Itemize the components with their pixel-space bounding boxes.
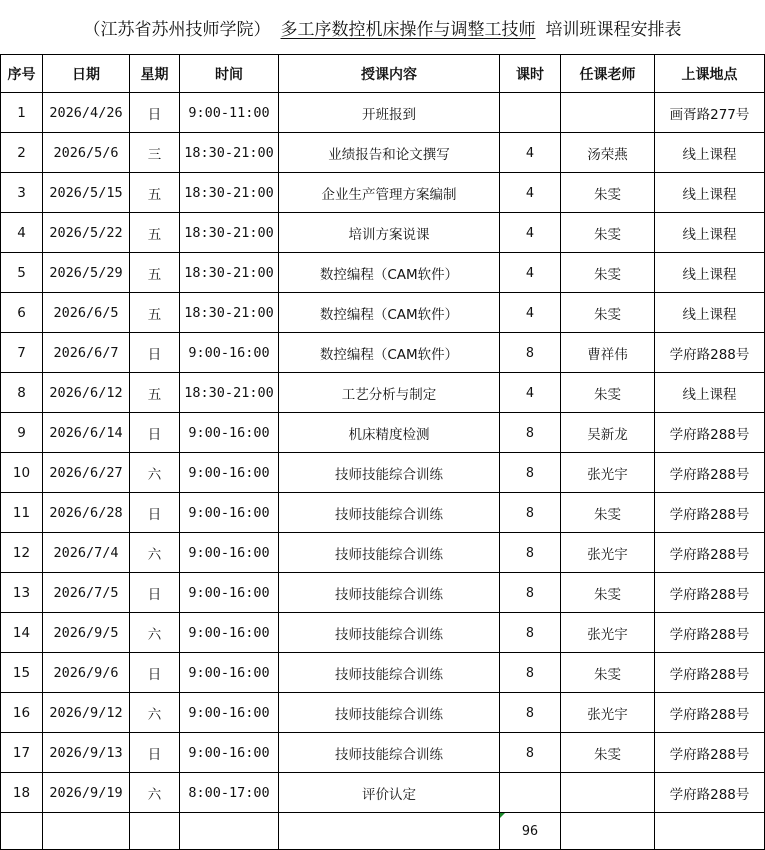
cell-location: 线上课程 — [655, 373, 765, 413]
cell-no: 11 — [1, 493, 43, 533]
cell-date: 2026/6/14 — [43, 413, 130, 453]
cell-no: 14 — [1, 613, 43, 653]
document-title — [0, 0, 765, 54]
cell-teacher: 朱雯 — [561, 493, 655, 533]
cell-location: 线上课程 — [655, 133, 765, 173]
table-row — [1, 293, 765, 333]
cell-teacher: 朱雯 — [561, 573, 655, 613]
cell-hours — [500, 93, 561, 133]
cell-time: 18:30-21:00 — [180, 373, 279, 413]
cell-no: 18 — [1, 773, 43, 813]
table-row — [1, 733, 765, 773]
cell-no: 9 — [1, 413, 43, 453]
cell-teacher: 吴新龙 — [561, 413, 655, 453]
cell-content: 数控编程（CAM软件） — [279, 293, 500, 333]
cell-teacher: 张光宇 — [561, 613, 655, 653]
cell-teacher: 朱雯 — [561, 213, 655, 253]
total-hours: 96 — [521, 823, 539, 839]
title-school: （江苏省苏州技师学院） — [83, 19, 271, 40]
cell-date: 2026/9/5 — [43, 613, 130, 653]
cell-location: 学府路288号 — [655, 573, 765, 613]
cell-hours: 8 — [500, 533, 561, 573]
cell-teacher: 朱雯 — [561, 733, 655, 773]
cell-content: 技师技能综合训练 — [279, 573, 500, 613]
total-empty-cell — [180, 813, 279, 850]
header-row — [1, 55, 765, 93]
table-row — [1, 93, 765, 133]
cell-hours: 8 — [500, 693, 561, 733]
table-row — [1, 373, 765, 413]
cell-content: 企业生产管理方案编制 — [279, 173, 500, 213]
cell-weekday: 三 — [130, 133, 180, 173]
cell-location: 学府路288号 — [655, 333, 765, 373]
total-empty-cell — [43, 813, 130, 850]
cell-weekday: 日 — [130, 493, 180, 533]
cell-location: 学府路288号 — [655, 653, 765, 693]
cell-content: 技师技能综合训练 — [279, 533, 500, 573]
cell-weekday: 日 — [130, 573, 180, 613]
cell-time: 18:30-21:00 — [180, 133, 279, 173]
cell-weekday: 六 — [130, 693, 180, 733]
cell-no: 13 — [1, 573, 43, 613]
header-weekday: 星期 — [130, 55, 180, 93]
cell-location: 学府路288号 — [655, 613, 765, 653]
cell-date: 2026/6/27 — [43, 453, 130, 493]
cell-location: 学府路288号 — [655, 413, 765, 453]
cell-hours: 8 — [500, 493, 561, 533]
cell-weekday: 日 — [130, 413, 180, 453]
cell-content: 业绩报告和论文撰写 — [279, 133, 500, 173]
table-row — [1, 693, 765, 733]
cell-date: 2026/5/6 — [43, 133, 130, 173]
cell-weekday: 六 — [130, 453, 180, 493]
header-time: 时间 — [180, 55, 279, 93]
cell-no: 17 — [1, 733, 43, 773]
cell-no: 8 — [1, 373, 43, 413]
cell-weekday: 五 — [130, 173, 180, 213]
header-date: 日期 — [43, 55, 130, 93]
cell-location: 学府路288号 — [655, 733, 765, 773]
total-empty-cell — [561, 813, 655, 850]
cell-comment-marker-icon — [500, 813, 505, 818]
total-empty-cell — [655, 813, 765, 850]
cell-date: 2026/7/4 — [43, 533, 130, 573]
cell-hours: 4 — [500, 373, 561, 413]
cell-time: 18:30-21:00 — [180, 213, 279, 253]
cell-date: 2026/5/29 — [43, 253, 130, 293]
table-row — [1, 533, 765, 573]
cell-content: 数控编程（CAM软件） — [279, 333, 500, 373]
cell-weekday: 日 — [130, 733, 180, 773]
cell-no: 10 — [1, 453, 43, 493]
cell-hours: 8 — [500, 453, 561, 493]
table-row — [1, 613, 765, 653]
cell-date: 2026/6/28 — [43, 493, 130, 533]
cell-date: 2026/9/13 — [43, 733, 130, 773]
cell-content: 技师技能综合训练 — [279, 493, 500, 533]
cell-hours: 4 — [500, 293, 561, 333]
table-row — [1, 133, 765, 173]
cell-no: 16 — [1, 693, 43, 733]
cell-time: 18:30-21:00 — [180, 253, 279, 293]
cell-time: 9:00-16:00 — [180, 453, 279, 493]
cell-weekday: 五 — [130, 213, 180, 253]
total-empty-cell — [130, 813, 180, 850]
cell-location: 线上课程 — [655, 293, 765, 333]
header-hours: 课时 — [500, 55, 561, 93]
table-row — [1, 573, 765, 613]
cell-time: 9:00-16:00 — [180, 733, 279, 773]
cell-time: 9:00-16:00 — [180, 653, 279, 693]
table-row — [1, 213, 765, 253]
cell-time: 9:00-16:00 — [180, 573, 279, 613]
cell-hours: 8 — [500, 653, 561, 693]
cell-no: 6 — [1, 293, 43, 333]
cell-content: 工艺分析与制定 — [279, 373, 500, 413]
total-hours-cell — [500, 813, 561, 850]
cell-teacher — [561, 93, 655, 133]
cell-content: 评价认定 — [279, 773, 500, 813]
cell-time: 9:00-16:00 — [180, 533, 279, 573]
cell-location: 学府路288号 — [655, 493, 765, 533]
cell-hours: 8 — [500, 573, 561, 613]
cell-no: 15 — [1, 653, 43, 693]
cell-date: 2026/7/5 — [43, 573, 130, 613]
cell-hours: 8 — [500, 613, 561, 653]
cell-content: 技师技能综合训练 — [279, 453, 500, 493]
table-row — [1, 333, 765, 373]
table-row — [1, 493, 765, 533]
cell-time: 9:00-16:00 — [180, 693, 279, 733]
cell-content: 数控编程（CAM软件） — [279, 253, 500, 293]
cell-no: 1 — [1, 93, 43, 133]
header-no: 序号 — [1, 55, 43, 93]
header-teacher: 任课老师 — [561, 55, 655, 93]
cell-teacher: 朱雯 — [561, 173, 655, 213]
cell-weekday: 五 — [130, 253, 180, 293]
table-row — [1, 413, 765, 453]
cell-content: 技师技能综合训练 — [279, 653, 500, 693]
total-empty-cell — [1, 813, 43, 850]
table-row — [1, 253, 765, 293]
cell-content: 技师技能综合训练 — [279, 613, 500, 653]
cell-location: 学府路288号 — [655, 693, 765, 733]
cell-location: 学府路288号 — [655, 453, 765, 493]
cell-no: 5 — [1, 253, 43, 293]
cell-date: 2026/5/15 — [43, 173, 130, 213]
title-program: 多工序数控机床操作与调整工技师 — [280, 19, 536, 40]
cell-time: 9:00-16:00 — [180, 613, 279, 653]
cell-teacher — [561, 773, 655, 813]
cell-time: 8:00-17:00 — [180, 773, 279, 813]
cell-date: 2026/9/6 — [43, 653, 130, 693]
cell-time: 18:30-21:00 — [180, 293, 279, 333]
cell-teacher: 张光宇 — [561, 693, 655, 733]
cell-hours: 8 — [500, 333, 561, 373]
cell-date: 2026/9/19 — [43, 773, 130, 813]
cell-teacher: 朱雯 — [561, 293, 655, 333]
cell-no: 7 — [1, 333, 43, 373]
cell-location: 画胥路277号 — [655, 93, 765, 133]
cell-weekday: 五 — [130, 293, 180, 333]
header-location: 上课地点 — [655, 55, 765, 93]
cell-date: 2026/6/5 — [43, 293, 130, 333]
cell-weekday: 六 — [130, 613, 180, 653]
schedule-table — [0, 54, 765, 850]
cell-hours: 4 — [500, 133, 561, 173]
cell-hours: 8 — [500, 733, 561, 773]
cell-date: 2026/6/7 — [43, 333, 130, 373]
cell-time: 9:00-16:00 — [180, 333, 279, 373]
cell-hours — [500, 773, 561, 813]
cell-teacher: 汤荣燕 — [561, 133, 655, 173]
cell-hours: 4 — [500, 213, 561, 253]
cell-no: 2 — [1, 133, 43, 173]
cell-weekday: 日 — [130, 653, 180, 693]
cell-date: 2026/9/12 — [43, 693, 130, 733]
cell-location: 线上课程 — [655, 253, 765, 293]
cell-teacher: 张光宇 — [561, 533, 655, 573]
total-empty-cell — [279, 813, 500, 850]
cell-teacher: 朱雯 — [561, 653, 655, 693]
cell-location: 线上课程 — [655, 213, 765, 253]
cell-weekday: 日 — [130, 333, 180, 373]
cell-hours: 8 — [500, 413, 561, 453]
cell-teacher: 朱雯 — [561, 373, 655, 413]
total-row — [1, 813, 765, 850]
title-suffix: 培训班课程安排表 — [545, 19, 682, 40]
cell-hours: 4 — [500, 173, 561, 213]
cell-no: 4 — [1, 213, 43, 253]
cell-teacher: 曹祥伟 — [561, 333, 655, 373]
cell-date: 2026/4/26 — [43, 93, 130, 133]
cell-teacher: 张光宇 — [561, 453, 655, 493]
cell-teacher: 朱雯 — [561, 253, 655, 293]
header-content: 授课内容 — [279, 55, 500, 93]
cell-content: 机床精度检测 — [279, 413, 500, 453]
cell-date: 2026/5/22 — [43, 213, 130, 253]
cell-weekday: 日 — [130, 93, 180, 133]
cell-content: 开班报到 — [279, 93, 500, 133]
table-row — [1, 773, 765, 813]
cell-time: 9:00-16:00 — [180, 493, 279, 533]
cell-content: 技师技能综合训练 — [279, 693, 500, 733]
cell-weekday: 六 — [130, 533, 180, 573]
table-row — [1, 173, 765, 213]
cell-weekday: 五 — [130, 373, 180, 413]
cell-time: 9:00-11:00 — [180, 93, 279, 133]
cell-location: 学府路288号 — [655, 533, 765, 573]
cell-location: 学府路288号 — [655, 773, 765, 813]
cell-no: 12 — [1, 533, 43, 573]
cell-content: 技师技能综合训练 — [279, 733, 500, 773]
table-row — [1, 453, 765, 493]
cell-hours: 4 — [500, 253, 561, 293]
cell-time: 18:30-21:00 — [180, 173, 279, 213]
cell-content: 培训方案说课 — [279, 213, 500, 253]
cell-time: 9:00-16:00 — [180, 413, 279, 453]
cell-no: 3 — [1, 173, 43, 213]
cell-date: 2026/6/12 — [43, 373, 130, 413]
table-row — [1, 653, 765, 693]
cell-location: 线上课程 — [655, 173, 765, 213]
cell-weekday: 六 — [130, 773, 180, 813]
